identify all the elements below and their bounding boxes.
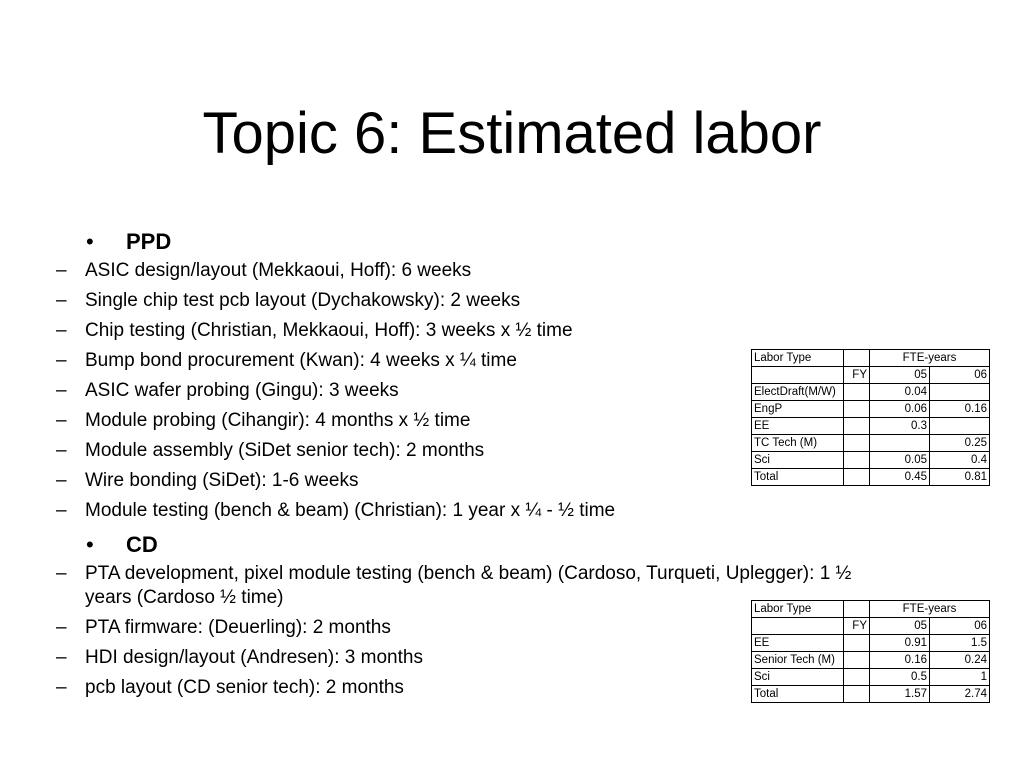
- table-row: TC Tech (M) 0.25: [752, 435, 990, 452]
- list-item: – Wire bonding (SiDet): 1-6 weeks: [0, 466, 615, 496]
- dash-icon: –: [56, 647, 67, 668]
- bullet-icon: •: [86, 229, 94, 254]
- table-row: Total 1.57 2.74: [752, 686, 990, 703]
- fy-06: 06: [930, 618, 990, 635]
- table-row: EE 0.3: [752, 418, 990, 435]
- labor-type-header: Labor Type: [752, 601, 844, 618]
- table-row: EngP 0.06 0.16: [752, 401, 990, 418]
- cd-heading: [86, 531, 865, 559]
- fy-row: [752, 618, 990, 635]
- ppd-list: [0, 256, 615, 526]
- list-item: – Bump bond procurement (Kwan): 4 weeks x ¼ time: [0, 346, 615, 376]
- labor-type-header: Labor Type: [752, 350, 844, 367]
- dash-icon: –: [56, 563, 67, 584]
- bullet-icon: •: [86, 532, 94, 557]
- list-item: – HDI design/layout (Andresen): 3 months: [0, 643, 865, 673]
- list-item: – ASIC design/layout (Mekkaoui, Hoff): 6 weeks: [0, 256, 615, 286]
- list-item: – Single chip test pcb layout (Dychakowsky): 2 weeks: [0, 286, 615, 316]
- table-row: ElectDraft(M/W) 0.04: [752, 384, 990, 401]
- dash-icon: –: [56, 677, 67, 698]
- cd-section: [56, 531, 865, 703]
- dash-icon: –: [56, 290, 67, 311]
- cd-heading-label: CD: [126, 532, 158, 557]
- fy-label: FY: [844, 618, 870, 635]
- fy-05: 05: [870, 367, 930, 384]
- list-item: – Module testing (bench & beam) (Christian): 1 year x ¼ - ½ time: [0, 496, 615, 526]
- fy-row: [752, 367, 990, 384]
- cd-labor-table: [751, 600, 990, 703]
- list-item: – Module assembly (SiDet senior tech): 2 months: [0, 436, 615, 466]
- table-row: Sci 0.5 1: [752, 669, 990, 686]
- table-row: EE 0.91 1.5: [752, 635, 990, 652]
- dash-icon: –: [56, 440, 67, 461]
- dash-icon: –: [56, 260, 67, 281]
- ppd-heading: [86, 228, 615, 256]
- fte-years-header: FTE-years: [870, 601, 990, 618]
- table-row: Total 0.45 0.81: [752, 469, 990, 486]
- ppd-section: [56, 228, 616, 526]
- fy-05: 05: [870, 618, 930, 635]
- ppd-labor-table: [751, 349, 990, 486]
- dash-icon: –: [56, 350, 67, 371]
- list-item: – pcb layout (CD senior tech): 2 months: [0, 673, 865, 703]
- list-item: – ASIC wafer probing (Gingu): 3 weeks: [0, 376, 615, 406]
- cd-list: [0, 559, 865, 703]
- list-item: – PTA development, pixel module testing (bench & beam) (Cardoso, Turqueti, Uplegger): 1 ½ years (Cardoso ½ time): [56, 563, 852, 608]
- dash-icon: –: [56, 410, 67, 431]
- table-header-row: [752, 601, 990, 618]
- dash-icon: –: [56, 320, 67, 341]
- table-row: Senior Tech (M) 0.16 0.24: [752, 652, 990, 669]
- list-item: – Chip testing (Christian, Mekkaoui, Hoff): 3 weeks x ½ time: [0, 316, 615, 346]
- dash-icon: –: [56, 500, 67, 521]
- list-item: – Module probing (Cihangir): 4 months x ½ time: [0, 406, 615, 436]
- fy-06: 06: [930, 367, 990, 384]
- dash-icon: –: [56, 380, 67, 401]
- fy-label: FY: [844, 367, 870, 384]
- list-item: – PTA firmware: (Deuerling): 2 months: [0, 613, 865, 643]
- ppd-heading-label: PPD: [126, 229, 172, 254]
- dash-icon: –: [56, 470, 67, 491]
- table-header-row: [752, 350, 990, 367]
- dash-icon: –: [56, 617, 67, 638]
- fte-years-header: FTE-years: [870, 350, 990, 367]
- table-row: Sci 0.05 0.4: [752, 452, 990, 469]
- slide-title: Topic 6: Estimated labor: [202, 101, 822, 166]
